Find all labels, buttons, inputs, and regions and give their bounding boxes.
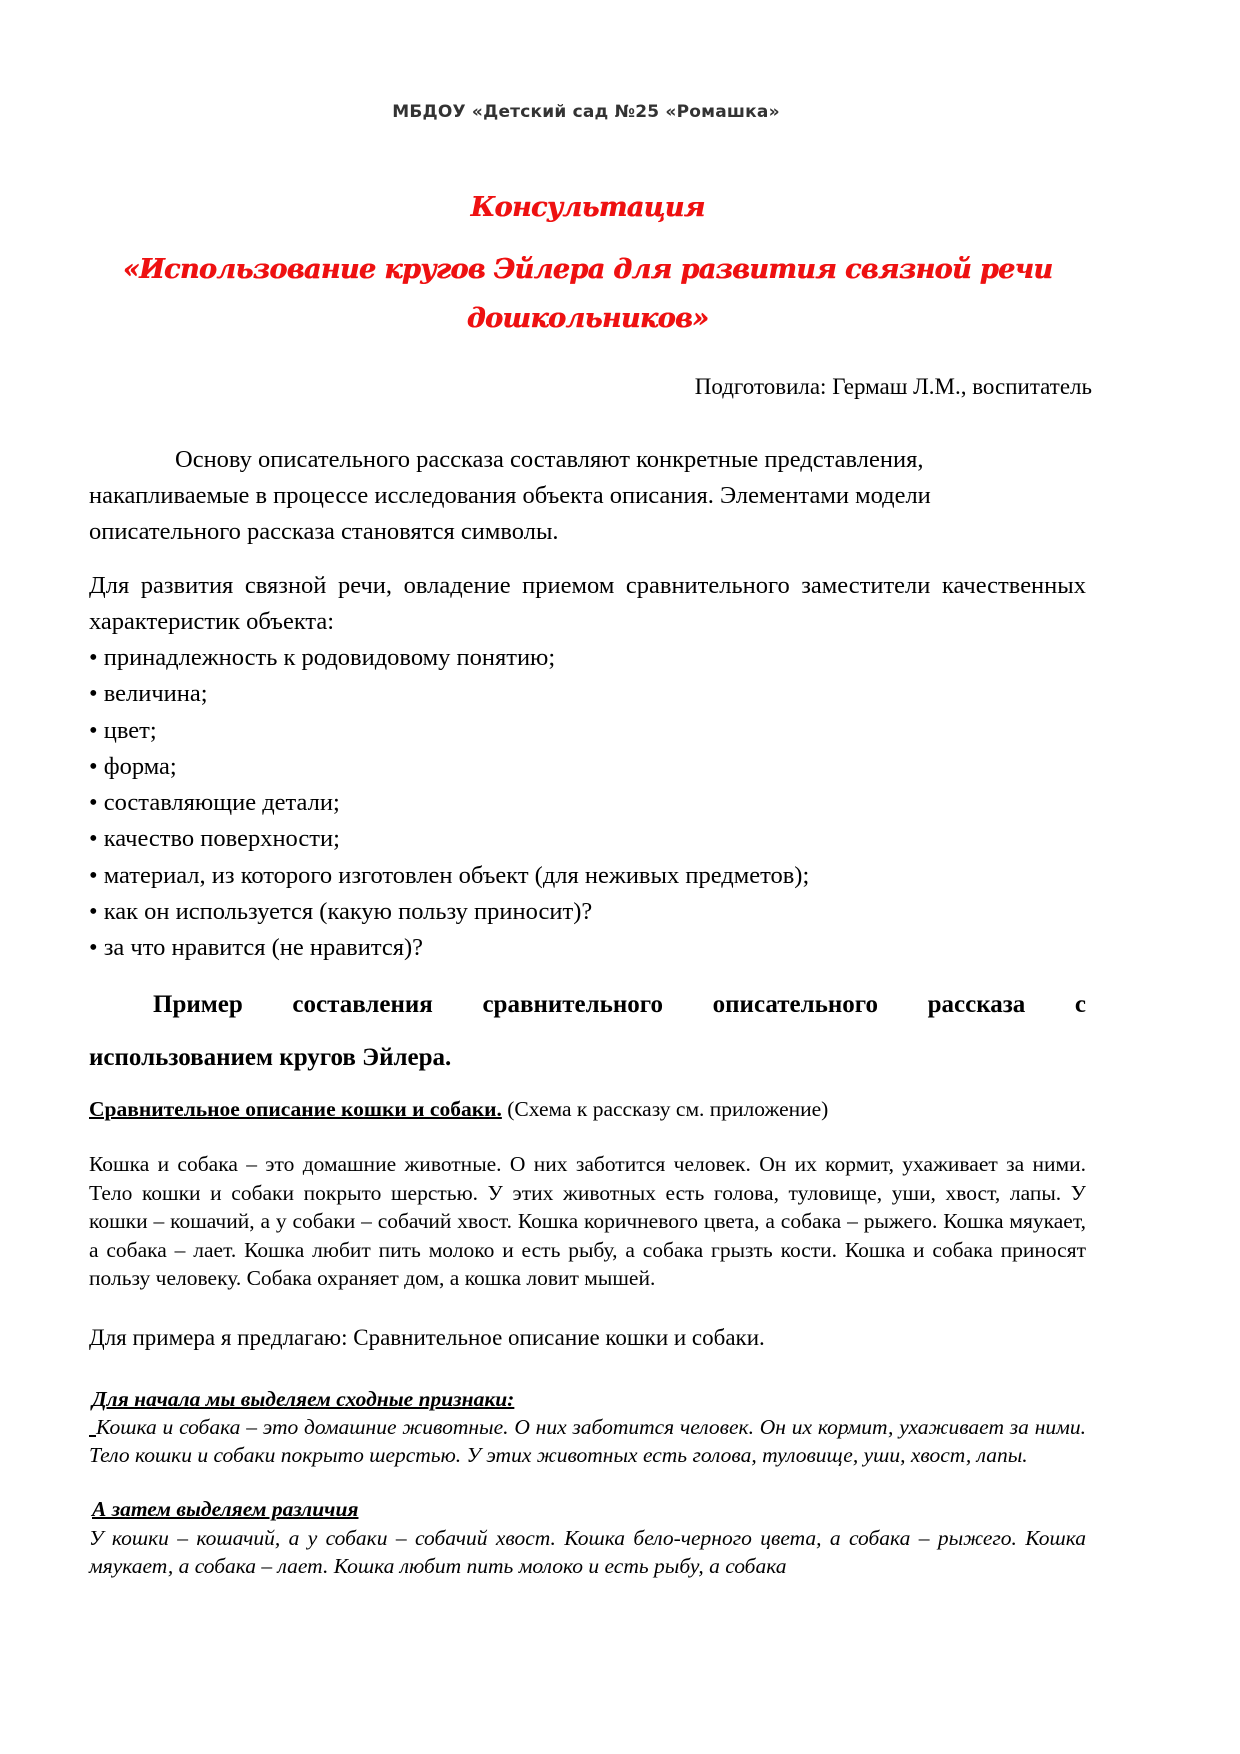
organization-header: МБДОУ «Детский сад №25 «Ромашка» bbox=[392, 102, 780, 122]
similarities-text bbox=[89, 1413, 1086, 1469]
example-heading-line2: использованием кругов Эйлера. bbox=[89, 1044, 452, 1071]
author-line: Подготовила: Гермаш Л.М., воспитатель bbox=[694, 374, 1092, 399]
intro-paragraph bbox=[89, 442, 1079, 550]
list-item: • составляющие детали; bbox=[89, 789, 340, 817]
example-heading-line1: Пример составления сравнительного описательного рассказа с bbox=[153, 991, 1086, 1018]
intro-text: Основу описательного рассказа составляют конкретные представления, накапливаемые в процессе исследования объекта описания. Элементами модели описательного рассказа становятся символы. bbox=[89, 446, 931, 545]
list-item: • материал, из которого изготовлен объект (для неживых предметов); bbox=[89, 861, 810, 889]
title-consultation: Консультация bbox=[470, 192, 705, 223]
differences-heading: А затем выделяем различия bbox=[92, 1497, 359, 1521]
similarities-heading: Для начала мы выделяем сходные признаки: bbox=[92, 1387, 515, 1411]
list-item: • величина; bbox=[89, 680, 208, 708]
characteristics-lead: Для развития связной речи, овладение приемом сравнительного заместители качественных характеристик объекта: bbox=[89, 572, 1086, 635]
comparison-story: Кошка и собака – это домашние животные. О них заботится человек. Он их кормит, ухаживает за ними. Тело кошки и собаки покрыто шерстью. У этих животных есть голова, туловище, уши, хвост, лапы. У кошки – кошачий, а у собаки – собачий хвост. Кошка коричневого цвета, а собака – рыжего. Кошка мяукает, а собака – лает. Кошка любит пить молоко и есть рыбу, а собака грызть кости. Кошка и собака приносят пользу человеку. Собака охраняет дом, а кошка ловит мышей. bbox=[89, 1152, 1086, 1290]
similarities-body: Кошка и собака – это домашние животные. О них заботится человек. Он их кормит, ухаживает за ними. Тело кошки и собаки покрыто шерстью. У этих животных есть голова, туловище, уши, хвост, лапы. bbox=[89, 1415, 1086, 1467]
list-item: • принадлежность к родовидовому понятию; bbox=[89, 644, 556, 671]
list-item: • как он используется (какую пользу приносит)? bbox=[89, 898, 593, 926]
comparison-section-title bbox=[89, 1097, 828, 1122]
underline-mark bbox=[89, 1435, 96, 1437]
differences-text: У кошки – кошачий, а у собаки – собачий хвост. Кошка бело-черного цвета, а собака – рыжего. Кошка мяукает, а собака – лает. Кошка любит пить молоко и есть рыбу, а собака bbox=[89, 1526, 1086, 1578]
characteristics-list bbox=[89, 640, 809, 967]
title-topic-line2: дошкольников» bbox=[466, 303, 709, 334]
list-item: • форма; bbox=[89, 752, 177, 780]
comparison-offer: Для примера я предлагаю: Сравнительное описание кошки и собаки. bbox=[89, 1325, 765, 1350]
title-topic-line1: «Использование кругов Эйлера для развития связной речи bbox=[122, 254, 1053, 285]
list-item: • цвет; bbox=[89, 716, 157, 744]
list-item: • качество поверхности; bbox=[89, 825, 340, 853]
example-heading bbox=[89, 978, 1086, 1084]
comparison-note: (Схема к рассказу см. приложение) bbox=[501, 1097, 829, 1121]
list-item: • за что нравится (не нравится)? bbox=[89, 934, 424, 962]
comparison-title: Сравнительное описание кошки и собаки. bbox=[89, 1097, 502, 1121]
